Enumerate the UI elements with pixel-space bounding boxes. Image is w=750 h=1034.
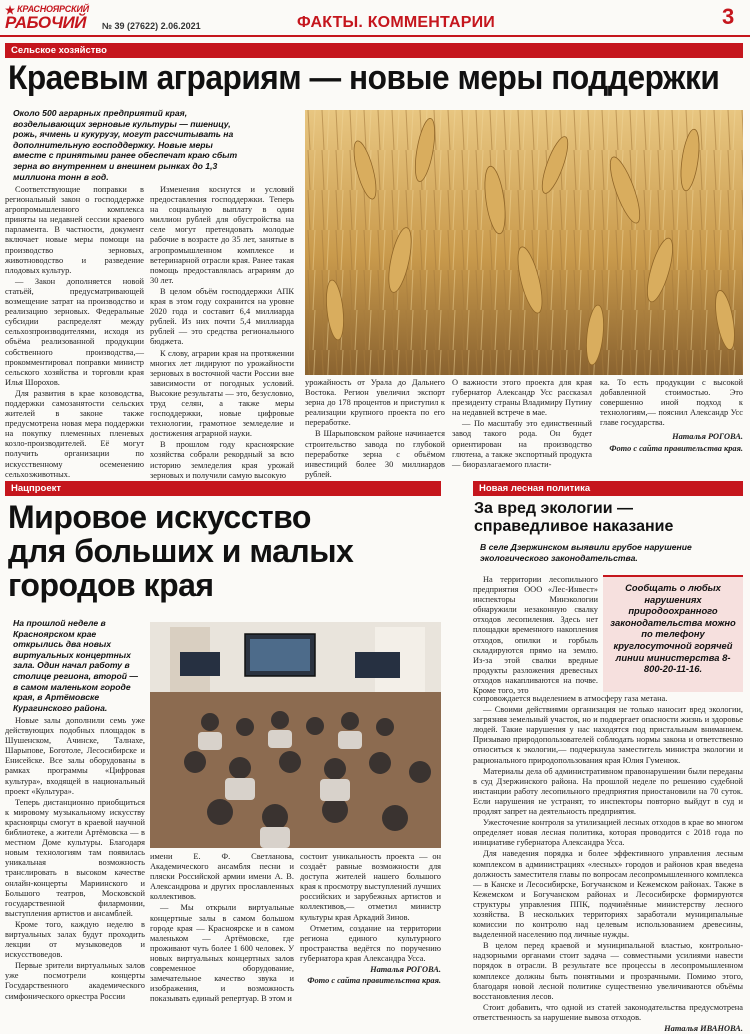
article2-photo-credit: Фото с сайта правительства края.	[307, 976, 441, 986]
article2-col1-p4: Первые зрители виртуальных залов уже посмотрели концерты Государственного академического симфонического оркестра России	[5, 961, 145, 1001]
page-number: 3	[722, 4, 735, 29]
article3-narrow-p1: На территории лесопильного предприятия ООО «Лес-Инвест» инспекторы Минэкологии обнаружили незаконную свалку отходов лесопиления. Здесь нет площадки временного накопления отходов, опилки и горбыль складируются прямо на землю. Из-за этой свалки вредные продукты разложения древесных отходов накапливаются на почве. Кроме того, это	[473, 575, 598, 696]
article2-col1-p1: Новые залы дополнили семь уже действующих подобных площадок в Шушенском, Ачинске, Талнахе, Шарыпове, Боготоле, Лесосибирске и Енисейске. Все залы оборудованы в рамках программы «Цифровая культура», входящей в национальный проект «Культура».	[5, 716, 145, 796]
article2-title	[8, 500, 438, 602]
article2-col2-p1: имени Е. Ф. Светланова, Академического ансамбля песни и пляски Российской армии имени А. В. Александрова и других прославленных коллективов.	[150, 852, 294, 902]
article1-col3-p1: урожайность от Урала до Дальнего Востока. Регион увеличил экспорт зерна до 178 процентов и приступил к реализации крупного проекта по его переработке.	[305, 378, 445, 428]
article1-col5-p1: ка. То есть продукции с высокой добавленной стоимостью. Это совершенно иной подход к технологиям,— пояснил Александр Усс главе государства.	[600, 378, 743, 428]
article2-col2-p2: — Мы открыли виртуальные концертные залы в самом большом городе края — Красноярске и в самом маленьком — Артёмовске, где проживают чуть более 1 600 человек. У новых виртуальных концертных залов современное оборудование, замечательное качество звука и изображения, и возможность показывать единый репертуар. В этом и	[150, 903, 294, 1004]
article1-col2-p2: В целом объём господдержки АПК края в этом году сохранится на уровне 2020 года и составит 6,4 миллиарда рублей. Из них почти 5,4 миллиарда рублей — это средства регионального бюджета.	[150, 286, 294, 347]
hotline-text: Сообщать о любых нарушениях природоохранного законодательства можно по телефону круглосуточной горячей линии министерства 8-800-20-11-16.	[610, 582, 736, 675]
article1-col3	[305, 378, 445, 479]
rubric-agriculture: Сельское хозяйство	[5, 43, 743, 58]
article2-col3-p2: Отметим, создание на территории региона единого культурного пространства ведётся по поручению губернатора края Александра Усса.	[300, 923, 441, 963]
article1-col3-p2: В Шарыповском районе начинается строительство завода по глубокой переработке зерна с объёмом инвестиций более 30 миллиардов рублей.	[305, 429, 445, 479]
article1-photo-credit: Фото с сайта правительства края.	[609, 443, 743, 453]
concert-hall-image	[150, 622, 441, 848]
article2-col1	[5, 716, 145, 1004]
article3-col-wide	[473, 694, 743, 1033]
article3-lead: В селе Дзержинском выявили грубое нарушение экологического законодательства.	[480, 542, 692, 563]
masthead	[0, 0, 750, 38]
article1-col4-p1: О важности этого проекта для края губернатор Александр Усс рассказал президенту страны Владимиру Путину на недавней встрече в мае.	[452, 378, 592, 418]
article3-wide-p5: Для наведения порядка и более эффективного управления лесным комплексом в администрациях «лесных» городов и районов края введена должность заместителя главы по вопросам лесопромышленного комплекса — в Канске и Лесосибирске, Богучанском и Кежемском районах. Также в Кежемском и Богучанском районах и Лесосибирске формируются структуры управления ППК, подчинённые министерству лесного хозяйства. В нескольких территориях заработали муниципальные комиссии по контролю над целевым использованием древесины, выделенной населению под личные нужды.	[473, 849, 743, 940]
article1-col2-p1: Изменения коснутся и условий предоставления господдержки. Теперь на социальную выплату в один миллион рублей для обустройства на селе могут претендовать молодые рабочие в возрасте до 35 лет, занятые в агропромышленном комплексе и ветеринарной отрасли края. Ранее такая помощь предоставлялась аграриям до 30 лет.	[150, 185, 294, 285]
wheat-field-image	[305, 110, 743, 375]
logo-line2: РАБОЧИЙ	[5, 13, 86, 32]
issue-info: № 39 (27622) 2.06.2021	[102, 21, 201, 31]
article2-col1-p3: Кроме того, каждую неделю в виртуальных залах будут проходить лекции от музыковедов и искусствоведов.	[5, 919, 145, 960]
article1-col1-p2: — Закон дополняется новой статьёй, предусматривающей возмещение затрат на производство и реализацию зерновых. Федеральные субсидии распределят между сельхозпроизводителями, исходя из объёма реализованной продукции собственного производства,— прокомментировал поправки министр сельского хозяйства и торговли края Илья Шорохов.	[5, 276, 144, 387]
article1-lead: Около 500 аграрных предприятий края, возделывающих зерновые культуры — пшеницу, рожь, ячмень и кукурузу, могут рассчитывать на дополнительную господдержку. Новые меры вместе с принятыми ранее обеспечат краю сбыт зерна во внутреннем и внешнем рынках до 1,3 миллиона тонн в год.	[13, 108, 238, 182]
wheat-photo	[305, 110, 743, 375]
article3-col-narrow	[473, 575, 598, 696]
article2-title-line1: Мировое искусство	[8, 499, 311, 535]
article3-wide-p6: В целом перед краевой и муниципальной властью, контрольно-надзорными органами стоит задача — совместными усилиями навести порядок в отрасли. В результате все процессы в лесопромышленном комплексе должны быть понятными и прозрачными. Помимо этого, благодаря новой лесной политике существенно увеличиваются объёмы восстановления лесов.	[473, 941, 743, 1001]
article3-title-line1: За вред экологии —	[474, 500, 633, 517]
article1-col2	[150, 185, 294, 480]
article3-wide-p7: Стоит добавить, что одной из статей законодательства предусмотрена ответственность за нарушение вывоза отходов.	[473, 1002, 743, 1022]
masthead-rule	[0, 35, 750, 37]
concert-hall-photo	[150, 622, 441, 848]
article1-author: Наталья РОГОВА.	[672, 432, 743, 442]
rubric-national-project: Нацпроект	[5, 481, 441, 496]
hotline-sidebar	[603, 575, 743, 692]
article2-col3-p1: состоит уникальность проекта — он создаёт равные возможности для доступа жителей нашего большого края к просмотру выступлений лучших российских и зарубежных артистов и коллективов,— отметил министр культуры края Аркадий Зинов.	[300, 852, 442, 922]
logo-line1: КРАСНОЯРСКИЙ	[17, 4, 89, 14]
article3-wide-p4: Ужесточение контроля за утилизацией лесных отходов в крае во многом определяет новая лесная политика, которая проводится с 2018 года по инициативе губернатора Александра Усса.	[473, 818, 743, 848]
article3-author: Наталья ИВАНОВА.	[664, 1024, 743, 1033]
article3-title-line2: справедливое наказание	[474, 518, 674, 535]
article3-wide-p2: — Своими действиями организация не только наносит вред экологии, загрязняя земельный участок, но и подвергает опасности жизнь и здоровье людей. Такие нарушения у нас находятся под пристальным вниманием. Призываю природопользователей соблюдать нормы закона и ответственно относиться к экологии,— подчеркнула заместитель министра экологии и рационального природопользования края Юлия Гуменюк.	[473, 705, 743, 765]
article3-title	[474, 500, 744, 536]
article3-wide-p3: Материалы дела об административном правонарушении были переданы в суд Дзержинского района. На прошлой неделе по решению судебной инстанции работу лесопильного предприятия приостановили на 70 суток. Если нарушения не устранят, то инспекторы повторно выйдут в суд и продлят запрет на деятельность предприятия.	[473, 766, 743, 817]
section-title: ФАКТЫ. КОММЕНТАРИИ	[297, 14, 495, 31]
article2-col3	[300, 852, 441, 1004]
article1-col2-p4: В прошлом году красноярские хозяйства собрали рекордный за всю историю земледелия края урожай зерновых и получили самую высокую	[150, 440, 294, 480]
article3-wide-p1: сопровождается выделением в атмосферу газа метана.	[473, 694, 668, 703]
article2-lead: На прошлой неделе в Красноярском крае открылись два новых виртуальных концертных зала. Один начал работу в столице региона, второй — в самом маленьком городе края, в Артёмовске Курагинского района.	[13, 618, 138, 713]
article2-col1-p2: Теперь дистанционно приобщиться к мировому музыкальному искусству красноярцы смогут в краевой научной библиотеке, а жители Артёмовска — в местном Доме культуры. Благодаря новым технологиям там появилась уникальная возможность транслировать в высоком качестве онлайн-концерты Мариинского и Большого театров, Московской государственной филармонии, выступления артистов и ансамблей.	[5, 797, 145, 918]
article1-col4	[452, 378, 592, 468]
article1-col4-p2: — По масштабу это единственный завод такого рода. Он будет ориентирован на производство глютена, а также экспортный продукта — биоразлагаемого пласти-	[452, 419, 592, 469]
newspaper-logo	[5, 4, 95, 34]
article2-title-line3: городов края	[8, 567, 214, 603]
article2-col2	[150, 852, 294, 1004]
article1-col1	[5, 185, 144, 479]
article1-col2-p3: К слову, аграрии края на протяжении многих лет лидируют по урожайности зерновых в восточной части России вне зависимости от погодных условий. Высокие результаты — это, безусловно, труд селян, а также меры господдержки, новые цифровые технологии, грамотное земледелие и достижения аграрной науки.	[150, 348, 294, 439]
article1-col1-p1: Соответствующие поправки в региональный закон о господдержке агропромышленного комплекса приняты на недавней сессии краевого парламента. В частности, документ включает новые меры помощи на производство зерновых, животноводство и разведение плодовых культур.	[5, 185, 144, 275]
article1-col5	[600, 378, 743, 468]
article1-col1-p3: Для развития в крае козоводства, поддержки самозанятости сельских жителей в законе также предусмотрена новая мера поддержки на покупку племенных пленевых козло-производителей. Её могут получить организации по искусственному осеменению сельхозживотных.	[5, 388, 144, 479]
rubric-forest-policy: Новая лесная политика	[473, 481, 743, 496]
article2-author: Наталья РОГОВА.	[370, 965, 441, 975]
article2-title-line2: для больших и малых	[8, 533, 354, 569]
article1-title: Краевым аграриям — новые меры поддержки	[8, 59, 720, 97]
